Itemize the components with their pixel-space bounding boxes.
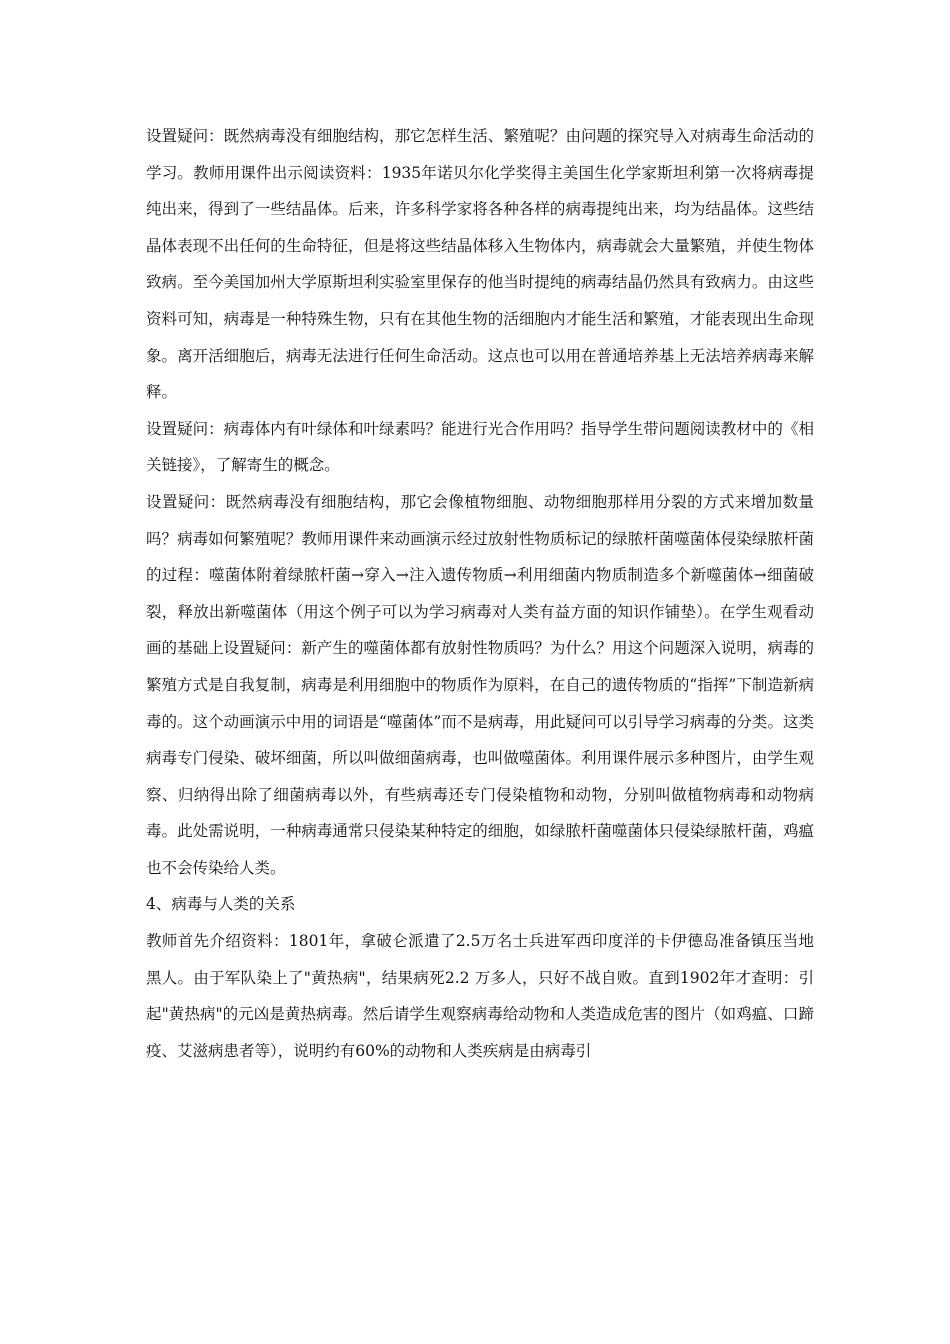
paragraph-virus-life-activity: 设置疑问：既然病毒没有细胞结构，那它怎样生活、繁殖呢？由问题的探究导入对病毒生命活动的学习。教师用课件出示阅读资料：1935年诺贝尔化学奖得主美国生化学家斯坦利第一次将病毒提纯出来，得到了一些结晶体。后来，许多科学家将各种各样的病毒提纯出来，均为结晶体。这些结晶体表现不出任何的生命特征，但是将这些结晶体移入生物体内，病毒就会大量繁殖，并使生物体致病。至今美国加州大学原斯坦利实验室里保存的他当时提纯的病毒结晶仍然具有致病力。由这些资料可知，病毒是一种特殊生物，只有在其他生物的活细胞内才能生活和繁殖，才能表现出生命现象。离开活细胞后，病毒无法进行任何生命活动。这点也可以用在普通培养基上无法培养病毒来解释。 bbox=[146, 127, 814, 402]
paragraph-yellow-fever: 教师首先介绍资料：1801年，拿破仑派遣了2.5万名士兵进军西印度洋的卡伊德岛准备镇压当地黑人。由于军队染上了"黄热病"，结果病死2.2 万多人，只好不战自败。直到1902年才查明：引起"黄热病"的元凶是黄热病毒。然后请学生观察病毒给动物和人类造成危害的图片（如鸡瘟、口蹄疫、艾滋病患者等），说明约有60%的动物和人类疾病是由病毒引 bbox=[146, 932, 814, 1060]
paragraph-chlorophyll-question: 设置疑问：病毒体内有叶绿体和叶绿素吗？能进行光合作用吗？指导学生带问题阅读教材中的《相关链接》，了解寄生的概念。 bbox=[146, 419, 814, 475]
paragraph-virus-reproduction: 设置疑问：既然病毒没有细胞结构，那它会像植物细胞、动物细胞那样用分裂的方式来增加数量吗？病毒如何繁殖呢？教师用课件来动画演示经过放射性物质标记的绿脓杆菌噬菌体侵染绿脓杆菌的过程：噬菌体附着绿脓杆菌→穿入→注入遗传物质→利用细菌内物质制造多个新噬菌体→细菌破裂，释放出新噬菌体（用这个例子可以为学习病毒对人类有益方面的知识作铺垫）。在学生观看动画的基础上设置疑问：新产生的噬菌体都有放射性物质吗？为什么？用这个问题深入说明，病毒的繁殖方式是自我复制，病毒是利用细胞中的物质作为原料，在自己的遗传物质的“指挥”下制造新病毒的。这个动画演示中用的词语是“噬菌体”而不是病毒，用此疑问可以引导学习病毒的分类。这类病毒专门侵染、破坏细菌，所以叫做细菌病毒，也叫做噬菌体。利用课件展示多种图片，由学生观察、归纳得出除了细菌病毒以外，有些病毒还专门侵染植物和动物，分别叫做植物病毒和动物病毒。此处需说明，一种病毒通常只侵染某种特定的细胞，如绿脓杆菌噬菌体只侵染绿脓杆菌，鸡瘟也不会传染给人类。 bbox=[146, 492, 814, 877]
document-body bbox=[146, 118, 814, 1069]
section-heading-virus-and-humans: 4、病毒与人类的关系 bbox=[146, 895, 296, 914]
